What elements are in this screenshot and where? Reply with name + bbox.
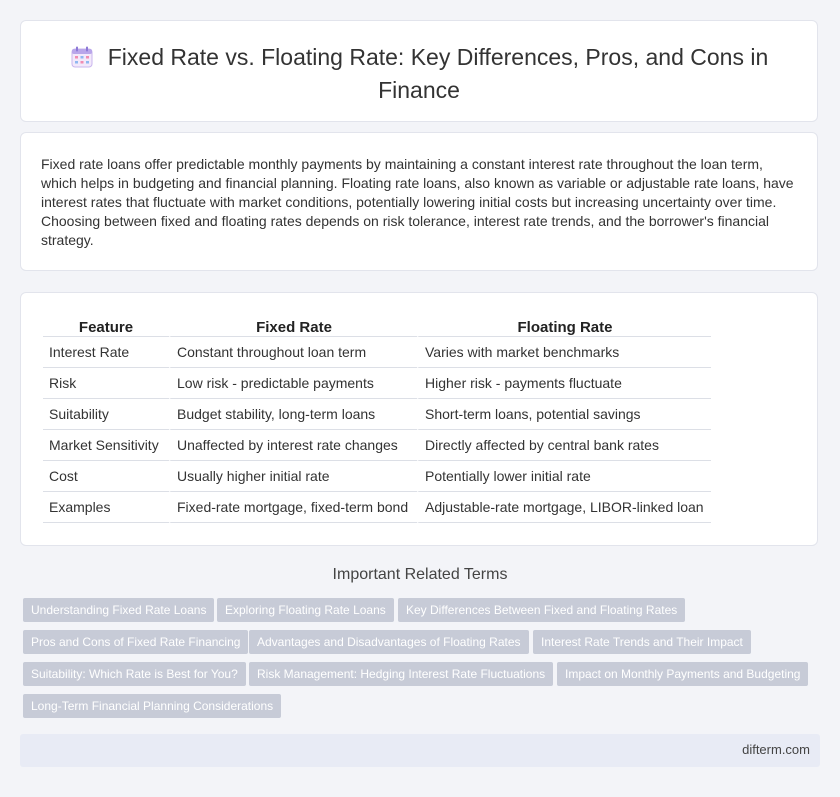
related-term-tag[interactable]: Understanding Fixed Rate Loans bbox=[23, 598, 214, 622]
cell-floating-rate: Short-term loans, potential savings bbox=[417, 399, 711, 430]
cell-floating-rate: Varies with market benchmarks bbox=[417, 337, 711, 368]
related-term-tag[interactable]: Suitability: Which Rate is Best for You? bbox=[23, 662, 246, 686]
cell-feature: Risk bbox=[43, 368, 169, 399]
related-term-tag[interactable]: Long-Term Financial Planning Considerations bbox=[23, 694, 281, 718]
table-row bbox=[43, 492, 711, 523]
cell-fixed-rate: Fixed-rate mortgage, fixed-term bond bbox=[169, 492, 417, 523]
related-term-tag[interactable]: Pros and Cons of Fixed Rate Financing bbox=[23, 630, 248, 654]
cell-feature: Market Sensitivity bbox=[43, 430, 169, 461]
related-term-tag[interactable]: Exploring Floating Rate Loans bbox=[217, 598, 394, 622]
comparison-table bbox=[43, 314, 711, 523]
cell-feature: Suitability bbox=[43, 399, 169, 430]
related-terms-heading: Important Related Terms bbox=[332, 566, 508, 583]
cell-floating-rate: Directly affected by central bank rates bbox=[417, 430, 711, 461]
footer-bar bbox=[20, 734, 820, 767]
cell-floating-rate: Potentially lower initial rate bbox=[417, 461, 711, 492]
cell-feature: Interest Rate bbox=[43, 337, 169, 368]
table-row bbox=[43, 399, 711, 430]
intro-card bbox=[20, 132, 818, 271]
related-term-tag[interactable]: Key Differences Between Fixed and Floating Rates bbox=[398, 598, 685, 622]
table-row bbox=[43, 430, 711, 461]
comparison-table-card bbox=[20, 292, 818, 546]
table-row bbox=[43, 337, 711, 368]
page-title-wrap bbox=[21, 43, 817, 105]
cell-floating-rate: Higher risk - payments fluctuate bbox=[417, 368, 711, 399]
column-header-fixed-rate: Fixed Rate bbox=[169, 314, 417, 337]
column-header-floating-rate: Floating Rate bbox=[417, 314, 711, 337]
cell-fixed-rate: Unaffected by interest rate changes bbox=[169, 430, 417, 461]
intro-paragraph: Fixed rate loans offer predictable monthly payments by maintaining a constant interest rate throughout the loan term, which helps in budgeting and financial planning. Floating rate loans, also known as variable or adjustable rate loans, have interest rates that fluctuate with market conditions, potentially lowering initial costs but increasing uncertainty over time. Choosing between fixed and floating rates depends on risk tolerance, interest rate trends, and the borrower's financial strategy. bbox=[41, 156, 794, 248]
title-card bbox=[20, 20, 818, 122]
related-term-tag[interactable]: Interest Rate Trends and Their Impact bbox=[533, 630, 751, 654]
footer-site-link[interactable]: difterm.com bbox=[742, 742, 810, 757]
table-row bbox=[43, 368, 711, 399]
related-term-tag[interactable]: Impact on Monthly Payments and Budgeting bbox=[557, 662, 808, 686]
column-header-feature: Feature bbox=[43, 314, 169, 337]
table-header-row bbox=[43, 314, 711, 337]
related-term-tag[interactable]: Advantages and Disadvantages of Floating Rates bbox=[249, 630, 529, 654]
table-row bbox=[43, 461, 711, 492]
cell-fixed-rate: Budget stability, long-term loans bbox=[169, 399, 417, 430]
cell-fixed-rate: Usually higher initial rate bbox=[169, 461, 417, 492]
related-term-tag[interactable]: Risk Management: Hedging Interest Rate Fluctuations bbox=[249, 662, 553, 686]
cell-floating-rate: Adjustable-rate mortgage, LIBOR-linked loan bbox=[417, 492, 711, 523]
cell-feature: Examples bbox=[43, 492, 169, 523]
calendar-icon bbox=[70, 45, 94, 76]
cell-fixed-rate: Low risk - predictable payments bbox=[169, 368, 417, 399]
page-title: Fixed Rate vs. Floating Rate: Key Differences, Pros, and Cons in Finance bbox=[107, 44, 769, 103]
cell-feature: Cost bbox=[43, 461, 169, 492]
cell-fixed-rate: Constant throughout loan term bbox=[169, 337, 417, 368]
